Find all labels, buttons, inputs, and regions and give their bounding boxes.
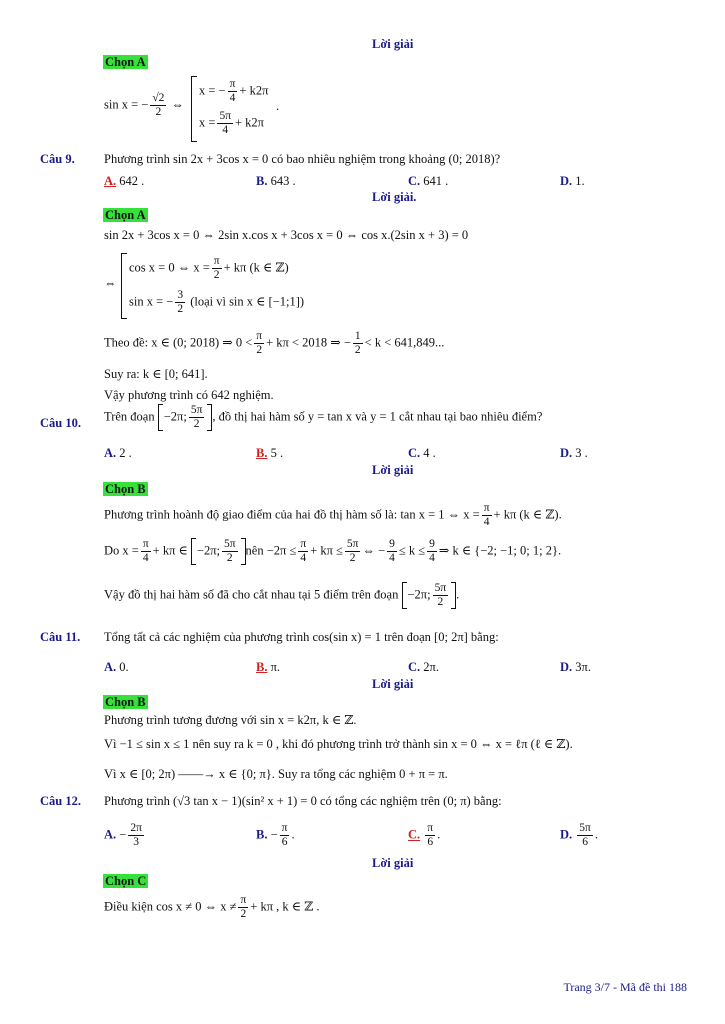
option-c: C. 2π. bbox=[408, 660, 439, 674]
answer-choice-label: Chọn A bbox=[105, 208, 146, 222]
option-b: B. π. bbox=[256, 660, 281, 674]
question-number: Câu 11. bbox=[40, 630, 81, 644]
solution-heading: Lời giải bbox=[372, 463, 414, 477]
solution-heading: Lời giải. bbox=[372, 190, 417, 204]
solution-case-1: x = − $\frac{\pi}{4}$ + k2π bbox=[199, 78, 269, 105]
option-b: B. 643 . bbox=[256, 174, 296, 188]
option-b: B. − $\frac{\pi}{6}$ . bbox=[256, 822, 295, 849]
option-d: D. 3π. bbox=[560, 660, 591, 674]
answer-choice-label: Chọn A bbox=[105, 55, 146, 69]
question-number: Câu 12. bbox=[40, 794, 81, 808]
solution-line: Điều kiện cos x ≠ 0 ⇔ x ≠ $\frac{\pi}{2}$ + kπ , k ∈ ℤ . bbox=[104, 894, 320, 921]
solution-heading: Lời giải bbox=[372, 856, 414, 870]
question-number: Câu 10. bbox=[40, 416, 81, 430]
period: . bbox=[276, 99, 280, 113]
solution-equation: sin x = − $\frac{√2}{2}$ ⇔ bbox=[104, 92, 184, 119]
solution-line: sin 2x + 3cos x = 0 ⇔ 2sin x.cos x + 3cos x = 0 ⇔ cos x.(2sin x + 3) = 0 bbox=[104, 228, 469, 242]
option-a: A. 0. bbox=[104, 660, 129, 674]
solution-line: Theo đề: x ∈ (0; 2018) ⇒ 0 < $\frac{\pi}{2}$ + kπ < 2018 ⇒ − $\frac{1}{2}$ < k < 641,849... bbox=[104, 330, 445, 357]
question-text: Tổng tất cả các nghiệm của phương trình cos(sin x) = 1 trên đoạn [0; 2π] bằng: bbox=[104, 630, 499, 644]
question-text: Phương trình (√3 tan x − 1)(sin² x + 1) = 0 có tổng các nghiệm trên (0; π) bằng: bbox=[104, 794, 502, 808]
solution-heading: Lời giải bbox=[372, 677, 414, 691]
option-a: A. 642 . bbox=[104, 174, 145, 188]
case-bracket bbox=[191, 76, 197, 142]
option-d: D. $\frac{5\pi}{6}$ . bbox=[560, 822, 598, 849]
answer-choice-label: Chọn B bbox=[105, 695, 146, 709]
option-b: B. 5 . bbox=[256, 446, 284, 460]
answer-choice-label: Chọn C bbox=[105, 874, 147, 888]
solution-line: Phương trình tương đương với sin x = k2π, k ∈ ℤ. bbox=[104, 713, 357, 727]
question-text: Phương trình sin 2x + 3cos x = 0 có bao nhiêu nghiệm trong khoảng (0; 2018)? bbox=[104, 152, 501, 166]
solution-case-1: cos x = 0 ⇔ x = $\frac{\pi}{2}$ + kπ (k ∈ ℤ) bbox=[129, 255, 289, 282]
option-c: C. 4 . bbox=[408, 446, 436, 460]
solution-case-2: sin x = − $\frac{3}{2}$ (loại vì sin x ∈ [−1;1]) bbox=[129, 289, 305, 316]
solution-conclusion: Vậy đồ thị hai hàm số đã cho cắt nhau tại 5 điểm trên đoạn −2π; $\frac{5\pi}{2}$ . bbox=[104, 582, 460, 609]
equivalence-symbol: ⇔ bbox=[104, 276, 117, 290]
case-bracket bbox=[121, 253, 127, 319]
option-a: A. 2 . bbox=[104, 446, 132, 460]
option-d: D. 3 . bbox=[560, 446, 588, 460]
solution-line: Do x = $\frac{\pi}{4}$ + kπ ∈ −2π; $\frac{5\pi}{2}$ nên −2π ≤ $\frac{\pi}{4}$ + kπ ≤ $\frac{5\pi}{2}$ ⇔ − $\frac{9}{4}$ ≤ k ≤ $\frac{9}{4}$ ⇒ k ∈ {−2; −1; 0; 1; 2}. bbox=[104, 538, 562, 565]
answer-choice-label: Chọn B bbox=[105, 482, 146, 496]
solution-case-2: x = $\frac{5\pi}{4}$ + k2π bbox=[199, 110, 264, 137]
option-c: C. 641 . bbox=[408, 174, 449, 188]
option-d: D. 1. bbox=[560, 174, 585, 188]
page-footer: Trang 3/7 - Mã đề thi 188 bbox=[563, 980, 687, 994]
solution-conclusion: Vậy phương trình có 642 nghiệm. bbox=[104, 388, 274, 402]
solution-line: Vì −1 ≤ sin x ≤ 1 nên suy ra k = 0 , khi đó phương trình trở thành sin x = 0 ⇔ x = ℓπ (ℓ ∈ ℤ). bbox=[104, 737, 573, 751]
solution-conclusion: Vì x ∈ [0; 2π) ——→ x ∈ {0; π}. Suy ra tổng các nghiệm 0 + π = π. bbox=[104, 767, 448, 781]
solution-line: Phương trình hoành độ giao điểm của hai đồ thị hàm số là: tan x = 1 ⇔ x = $\frac{\pi}{4}$ + kπ (k ∈ ℤ). bbox=[104, 502, 562, 529]
question-text: Trên đoạn −2π; $\frac{5\pi}{2}$ , đồ thị hai hàm số y = tan x và y = 1 cắt nhau tại bao nhiêu điểm? bbox=[104, 404, 543, 431]
solution-heading: Lời giải bbox=[372, 37, 414, 51]
question-number: Câu 9. bbox=[40, 152, 75, 166]
option-c: C. $\frac{\pi}{6}$ . bbox=[408, 822, 441, 849]
option-a: A. − $\frac{2\pi}{3}$ bbox=[104, 822, 142, 849]
solution-line: Suy ra: k ∈ [0; 641]. bbox=[104, 367, 208, 381]
